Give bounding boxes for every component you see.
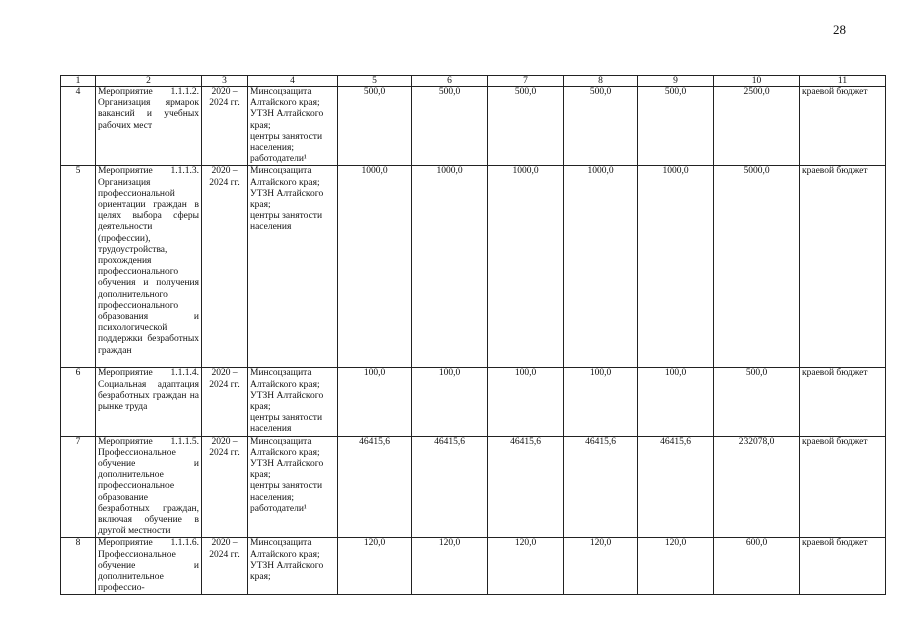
funding-2024: 100,0	[638, 368, 714, 436]
funding-2022: 100,0	[488, 368, 564, 436]
period: 2020 – 2024 гг.	[202, 538, 248, 595]
funding-2024: 500,0	[638, 87, 714, 166]
executors: Минсоцзащита Алтайского края; УТЗН Алтайского края; центры занятости населения; работодатели¹	[248, 436, 338, 538]
column-number: 11	[800, 76, 886, 87]
column-number: 10	[714, 76, 800, 87]
funding-source: краевой бюджет	[800, 436, 886, 538]
column-number: 7	[488, 76, 564, 87]
executors: Минсоцзащита Алтайского края; УТЗН Алтайского края;	[248, 538, 338, 595]
funding-source: краевой бюджет	[800, 166, 886, 368]
funding-2023: 1000,0	[564, 166, 638, 368]
funding-2022: 120,0	[488, 538, 564, 595]
event-name: Мероприятие 1.1.1.6. Профессиональное обучение и дополнительное профессио-	[96, 538, 202, 595]
funding-2021: 1000,0	[412, 166, 488, 368]
funding-2021: 120,0	[412, 538, 488, 595]
funding-source: краевой бюджет	[800, 87, 886, 166]
period: 2020 – 2024 гг.	[202, 166, 248, 368]
executors: Минсоцзащита Алтайского края; УТЗН Алтайского края; центры занятости населения	[248, 368, 338, 436]
column-number: 8	[564, 76, 638, 87]
column-number-row	[61, 76, 886, 87]
funding-2021: 500,0	[412, 87, 488, 166]
funding-source: краевой бюджет	[800, 538, 886, 595]
funding-2024: 1000,0	[638, 166, 714, 368]
funding-2022: 46415,6	[488, 436, 564, 538]
table-row	[61, 436, 886, 538]
column-number: 4	[248, 76, 338, 87]
funding-total: 5000,0	[714, 166, 800, 368]
funding-2023: 120,0	[564, 538, 638, 595]
funding-2021: 46415,6	[412, 436, 488, 538]
funding-2020: 100,0	[338, 368, 412, 436]
period: 2020 – 2024 гг.	[202, 87, 248, 166]
period: 2020 – 2024 гг.	[202, 368, 248, 436]
event-name: Мероприятие 1.1.1.2. Организация ярмарок вакансий и учебных рабочих мест	[96, 87, 202, 166]
funding-total: 500,0	[714, 368, 800, 436]
event-name: Мероприятие 1.1.1.4. Социальная адаптация безработных граждан на рынке труда	[96, 368, 202, 436]
funding-2020: 46415,6	[338, 436, 412, 538]
funding-source: краевой бюджет	[800, 368, 886, 436]
table-row	[61, 368, 886, 436]
executors: Минсоцзащита Алтайского края; УТЗН Алтайского края; центры занятости населения	[248, 166, 338, 368]
funding-total: 232078,0	[714, 436, 800, 538]
column-number: 2	[96, 76, 202, 87]
row-number: 7	[61, 436, 96, 538]
page-number: 28	[833, 22, 846, 37]
row-number: 4	[61, 87, 96, 166]
table-row	[61, 166, 886, 368]
row-number: 8	[61, 538, 96, 595]
funding-2024: 46415,6	[638, 436, 714, 538]
funding-2024: 120,0	[638, 538, 714, 595]
funding-2021: 100,0	[412, 368, 488, 436]
table-row	[61, 538, 886, 595]
funding-2020: 1000,0	[338, 166, 412, 368]
column-number: 5	[338, 76, 412, 87]
funding-2023: 100,0	[564, 368, 638, 436]
column-number: 1	[61, 76, 96, 87]
row-number: 5	[61, 166, 96, 368]
column-number: 6	[412, 76, 488, 87]
funding-2023: 46415,6	[564, 436, 638, 538]
funding-2020: 500,0	[338, 87, 412, 166]
row-number: 6	[61, 368, 96, 436]
table-row	[61, 87, 886, 166]
funding-total: 2500,0	[714, 87, 800, 166]
period: 2020 – 2024 гг.	[202, 436, 248, 538]
column-number: 9	[638, 76, 714, 87]
funding-2023: 500,0	[564, 87, 638, 166]
funding-2020: 120,0	[338, 538, 412, 595]
event-name: Мероприятие 1.1.1.3. Организация профессиональной ориентации граждан в целях выбора сферы деятельности (профессии), трудоустройства, прохождения профессионального обучения и получения дополнительного профессионального образования и психологической поддержки безработных граждан	[96, 166, 202, 368]
column-number: 3	[202, 76, 248, 87]
program-measures-table	[60, 75, 886, 595]
executors: Минсоцзащита Алтайского края; УТЗН Алтайского края; центры занятости населения; работодатели¹	[248, 87, 338, 166]
funding-total: 600,0	[714, 538, 800, 595]
event-name: Мероприятие 1.1.1.5. Профессиональное обучение и дополнительное профессиональное образование безработных граждан, включая обучение в другой местности	[96, 436, 202, 538]
funding-2022: 1000,0	[488, 166, 564, 368]
funding-2022: 500,0	[488, 87, 564, 166]
